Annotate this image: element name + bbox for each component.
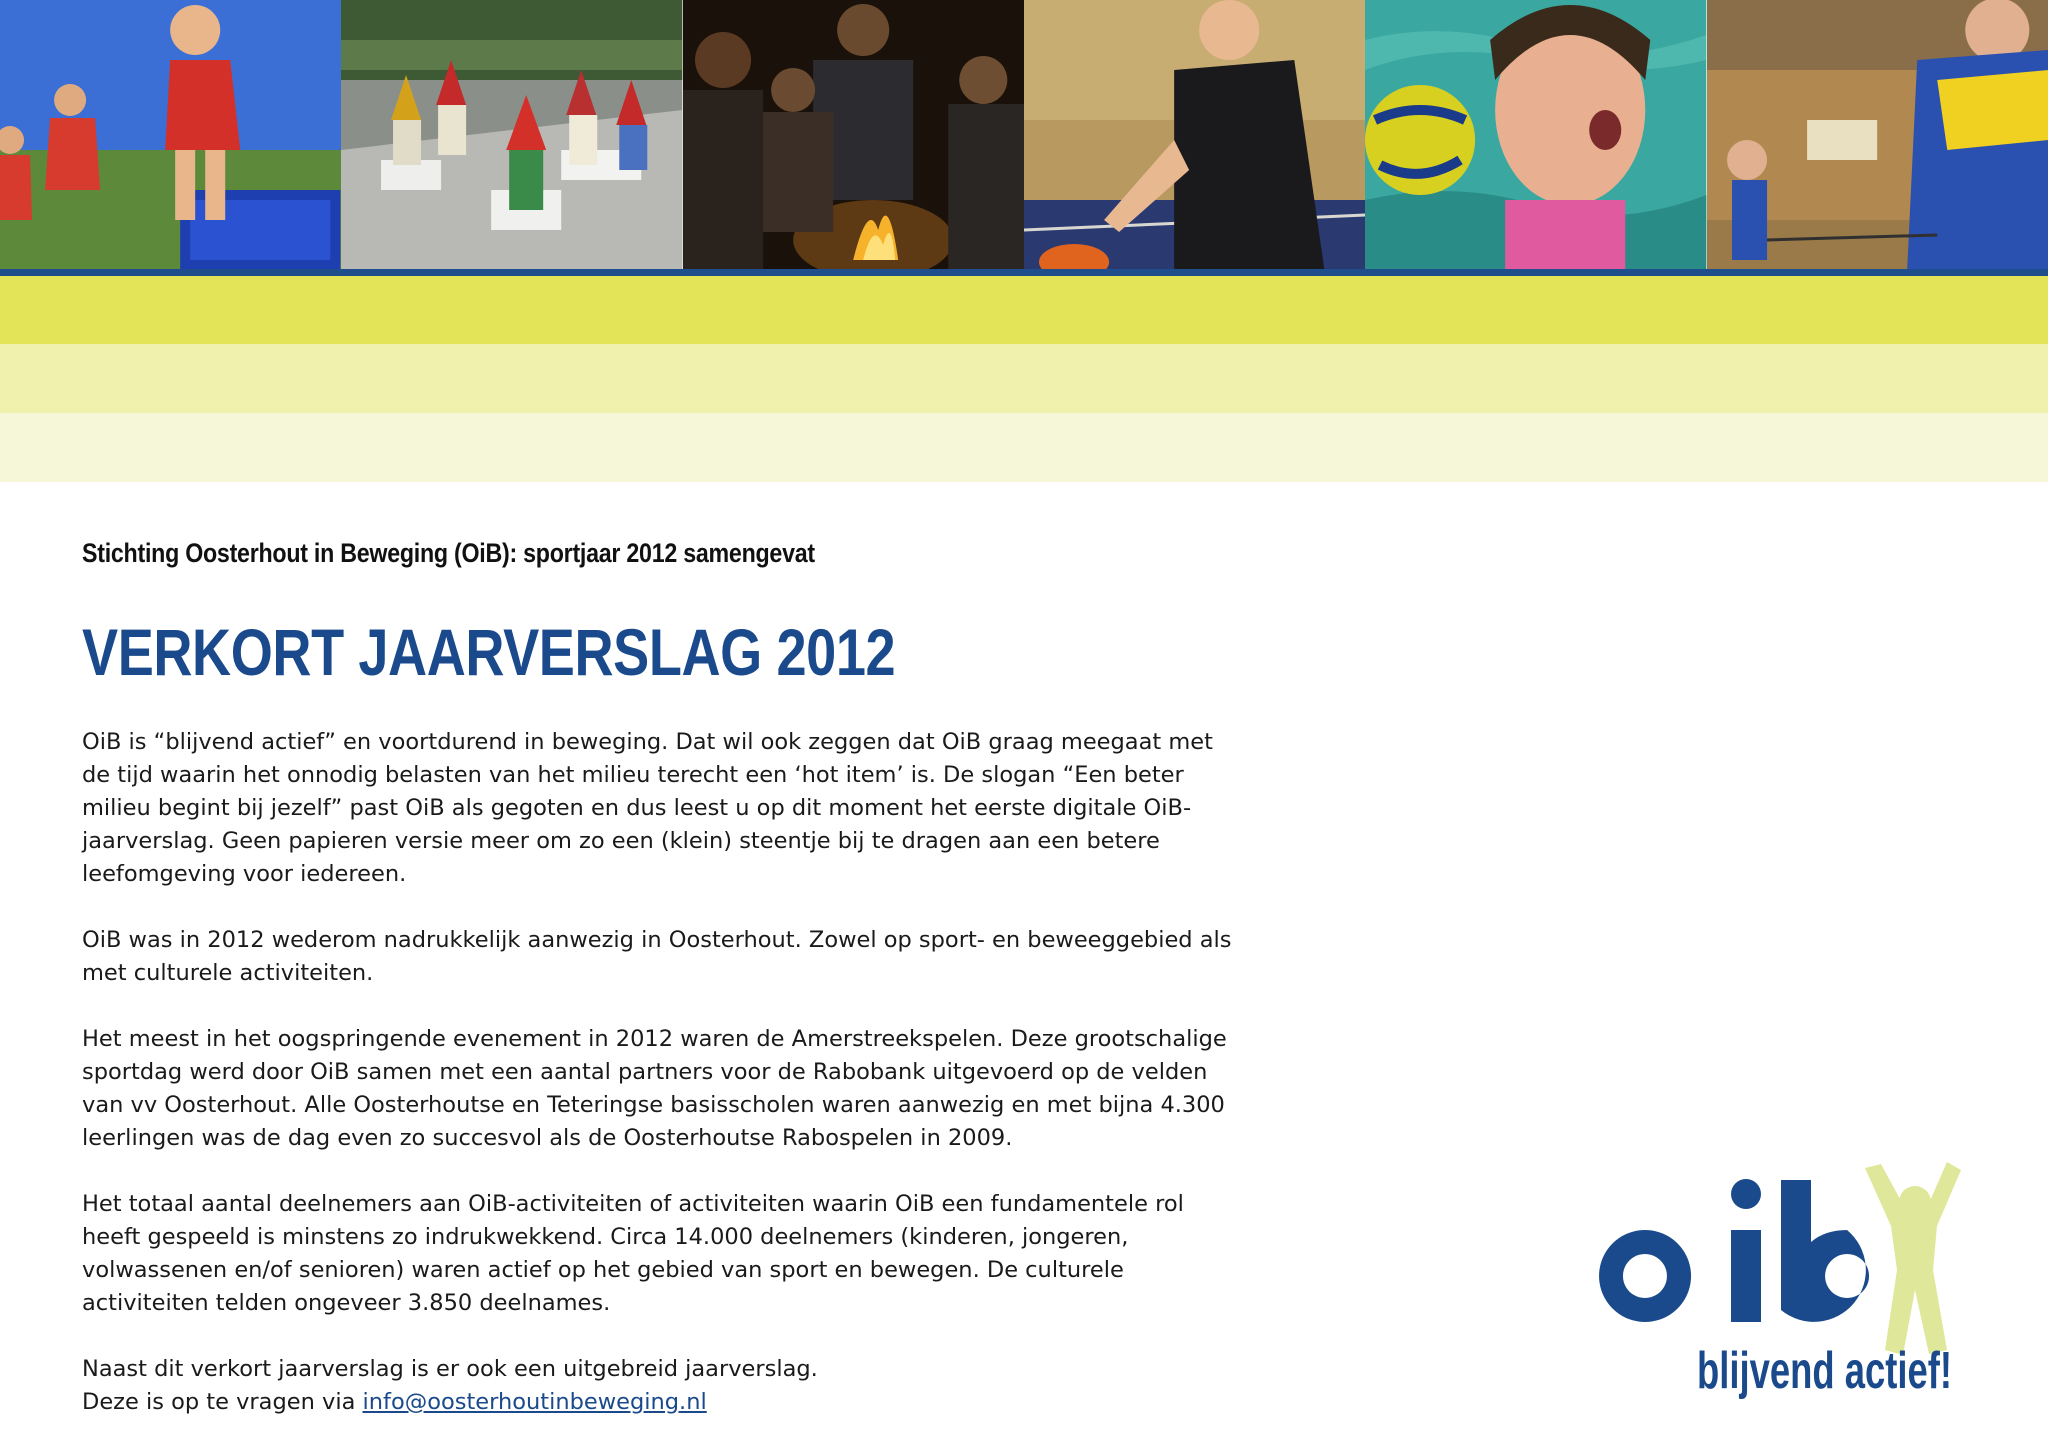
photo-boy-basketball (1024, 0, 1365, 269)
header-band-light-yellow (0, 344, 2048, 413)
photo-children-running (0, 0, 341, 269)
photo-man-badminton (1707, 0, 2048, 269)
photo-garden-gnomes (341, 0, 682, 269)
paragraph-closing (82, 1353, 1242, 1419)
closing-line-1: Naast dit verkort jaarverslag is er ook een uitgebreid jaarverslag. (82, 1356, 818, 1382)
oib-wordmark (1599, 1179, 1869, 1322)
paragraph-intro: OiB is “blijvend actief” en voortdurend in beweging. Dat wil ook zeggen dat OiB graag meegaat met de tijd waarin het onnodig belasten van het milieu terecht een ‘hot item’ is. De slogan “Een beter milieu begint bij jezelf” past OiB als gegoten en dus leest u op dit moment het eerste digitale OiB-jaarverslag. Geen papieren versie meer om zo een (klein) steentje bij te dragen aan een betere leefomgeving voor iedereen. (82, 729, 1213, 887)
paragraph-amerstreekspelen: Het meest in het oogspringende evenement in 2012 waren de Amerstreekspelen. Deze grootschalige sportdag werd door OiB samen met een aantal partners voor de Rabobank uitgevoerd op de velden van vv Oosterhout. Alle Oosterhoutse en Teteringse basisscholen waren aanwezig en met bijna 4.300 leerlingen was de dag even zo succesvol als de Oosterhoutse Rabospelen in 2009. (82, 1026, 1227, 1151)
document-title: VERKORT JAARVERSLAG 2012 (82, 615, 896, 689)
email-link[interactable]: info@oosterhoutinbeweging.nl (362, 1389, 707, 1415)
jumping-figure-icon (1865, 1162, 1961, 1355)
header-band-pale-yellow (0, 413, 2048, 482)
document-subtitle: Stichting Oosterhout in Beweging (OiB): sportjaar 2012 samengevat (82, 538, 815, 568)
header-photo-strip (0, 0, 2048, 269)
document-body (82, 726, 1242, 1419)
photo-campfire (683, 0, 1024, 269)
photo-girl-water-polo (1365, 0, 1706, 269)
header-blue-rule (0, 269, 2048, 276)
header-band-yellow (0, 276, 2048, 344)
oib-tagline: blijvend actief! (1697, 1342, 1952, 1400)
closing-line-2-prefix: Deze is op te vragen via (82, 1389, 363, 1415)
paragraph-presence: OiB was in 2012 wederom nadrukkelijk aanwezig in Oosterhout. Zowel op sport- en beweeggebied als met culturele activiteiten. (82, 927, 1232, 986)
oib-logo (1585, 1160, 1960, 1400)
paragraph-participants: Het totaal aantal deelnemers aan OiB-activiteiten of activiteiten waarin OiB een fundamentele rol heeft gespeeld is minstens zo indrukwekkend. Circa 14.000 deelnemers (kinderen, jongeren, volwassenen en/of senioren) waren actief op het gebied van sport en bewegen. De culturele activiteiten telden ongeveer 3.850 deelnames. (82, 1191, 1184, 1316)
